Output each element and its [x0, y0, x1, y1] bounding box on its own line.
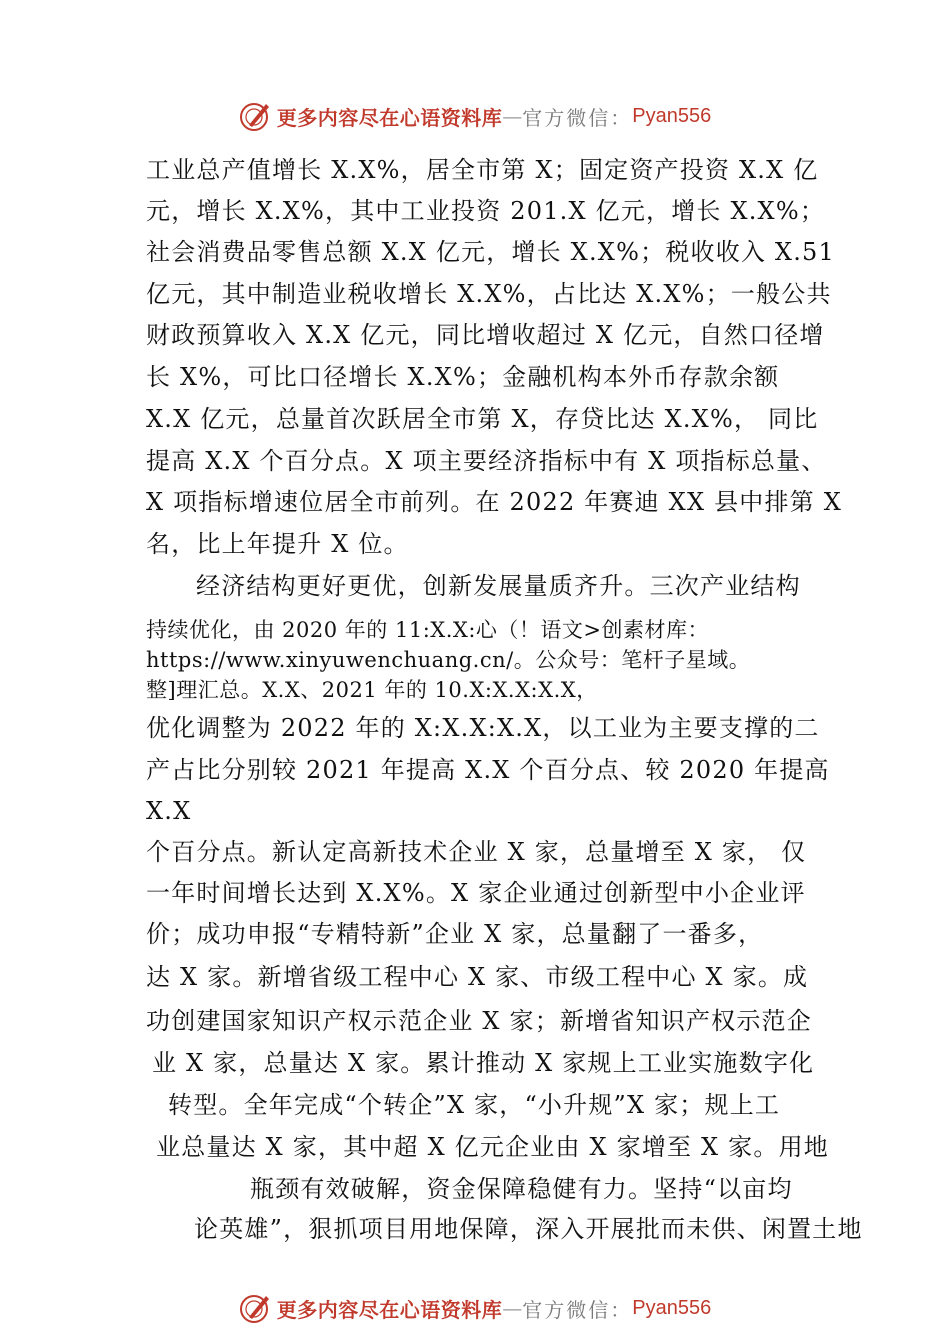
text-line: 业总量达 X 家，其中超 X 亿元企业由 X 家增至 X 家。用地 — [156, 1133, 829, 1161]
text-line: 社会消费品零售总额 X.X 亿元，增长 X.X%；税收收入 X.51 — [146, 238, 835, 266]
text-line-url: https://www.xinyuwenchuang.cn/。公众号：笔杆子星域。 — [146, 648, 751, 672]
text-line: 论英雄”，狠抓项目用地保障，深入开展批而未供、闲置土地 — [194, 1215, 863, 1243]
text-line: 财政预算收入 X.X 亿元，同比增收超过 X 亿元，自然口径增 — [146, 321, 825, 349]
pen-logo-icon — [239, 1291, 273, 1325]
banner-title: 更多内容尽在心语资料库 — [276, 105, 503, 130]
text-line: 持续优化，由 2020 年的 11:X.X:心（！语文>创素材库： — [146, 618, 710, 642]
text-line: 产占比分别较 2021 年提高 X.X 个百分点、较 2020 年提高 — [146, 756, 830, 784]
text-line: 转型。全年完成“个转企”X 家，“小升规”X 家；规上工 — [168, 1091, 781, 1119]
text-line: 优化调整为 2022 年的 X:X.X:X.X，以工业为主要支撑的二 — [146, 714, 820, 742]
text-line: 价；成功申报“专精特新”企业 X 家，总量翻了一番多， — [146, 920, 764, 948]
banner-wechat-label: 官方微信： — [522, 1297, 633, 1322]
banner-wechat-id: Pyan556 — [632, 104, 712, 127]
banner-dash: — — [502, 104, 523, 128]
text-line: 长 X%，可比口径增长 X.X%；金融机构本外币存款余额 — [146, 363, 780, 391]
text-line: X.X 亿元，总量首次跃居全市第 X，存贷比达 X.X%， 同比 — [146, 405, 819, 433]
text-line: 瓶颈有效破解，资金保障稳健有力。坚持“以亩均 — [250, 1175, 793, 1203]
pen-logo-icon — [239, 99, 273, 133]
text-line: 一年时间增长达到 X.X%。X 家企业通过创新型中小企业评 — [146, 879, 806, 907]
banner-dash: — — [502, 1296, 523, 1320]
banner-title: 更多内容尽在心语资料库 — [276, 1297, 503, 1322]
banner-wechat-id: Pyan556 — [632, 1296, 712, 1319]
text-line: 元，增长 X.X%，其中工业投资 201.X 亿元，增长 X.X%； — [146, 197, 826, 225]
banner-wechat-label: 官方微信： — [522, 105, 633, 130]
text-line: X 项指标增速位居全市前列。在 2022 年赛迪 XX 县中排第 X — [146, 488, 842, 516]
text-line: 达 X 家。新增省级工程中心 X 家、市级工程中心 X 家。成 — [146, 963, 809, 991]
text-line: 整]理汇总。X.X、2021 年的 10.X:X.X:X.X， — [146, 678, 598, 702]
text-line: 功创建国家知识产权示范企业 X 家；新增省知识产权示范企 — [146, 1007, 812, 1035]
footer-banner — [0, 1288, 950, 1328]
text-line: 名，比上年提升 X 位。 — [146, 530, 409, 558]
text-line: 工业总产值增长 X.X%，居全市第 X；固定资产投资 X.X 亿 — [146, 156, 819, 184]
text-line: X.X — [146, 797, 192, 825]
text-line: 个百分点。新认定高新技术企业 X 家，总量增至 X 家， 仅 — [146, 838, 807, 866]
header-banner — [0, 96, 950, 136]
paragraph-start-line: 经济结构更好更优，创新发展量质齐升。三次产业结构 — [196, 572, 801, 600]
text-line: 提高 X.X 个百分点。X 项主要经济指标中有 X 项指标总量、 — [146, 447, 827, 475]
text-line: 亿元，其中制造业税收增长 X.X%，占比达 X.X%；一般公共 — [146, 280, 832, 308]
text-line: 业 X 家，总量达 X 家。累计推动 X 家规上工业实施数字化 — [152, 1049, 815, 1077]
